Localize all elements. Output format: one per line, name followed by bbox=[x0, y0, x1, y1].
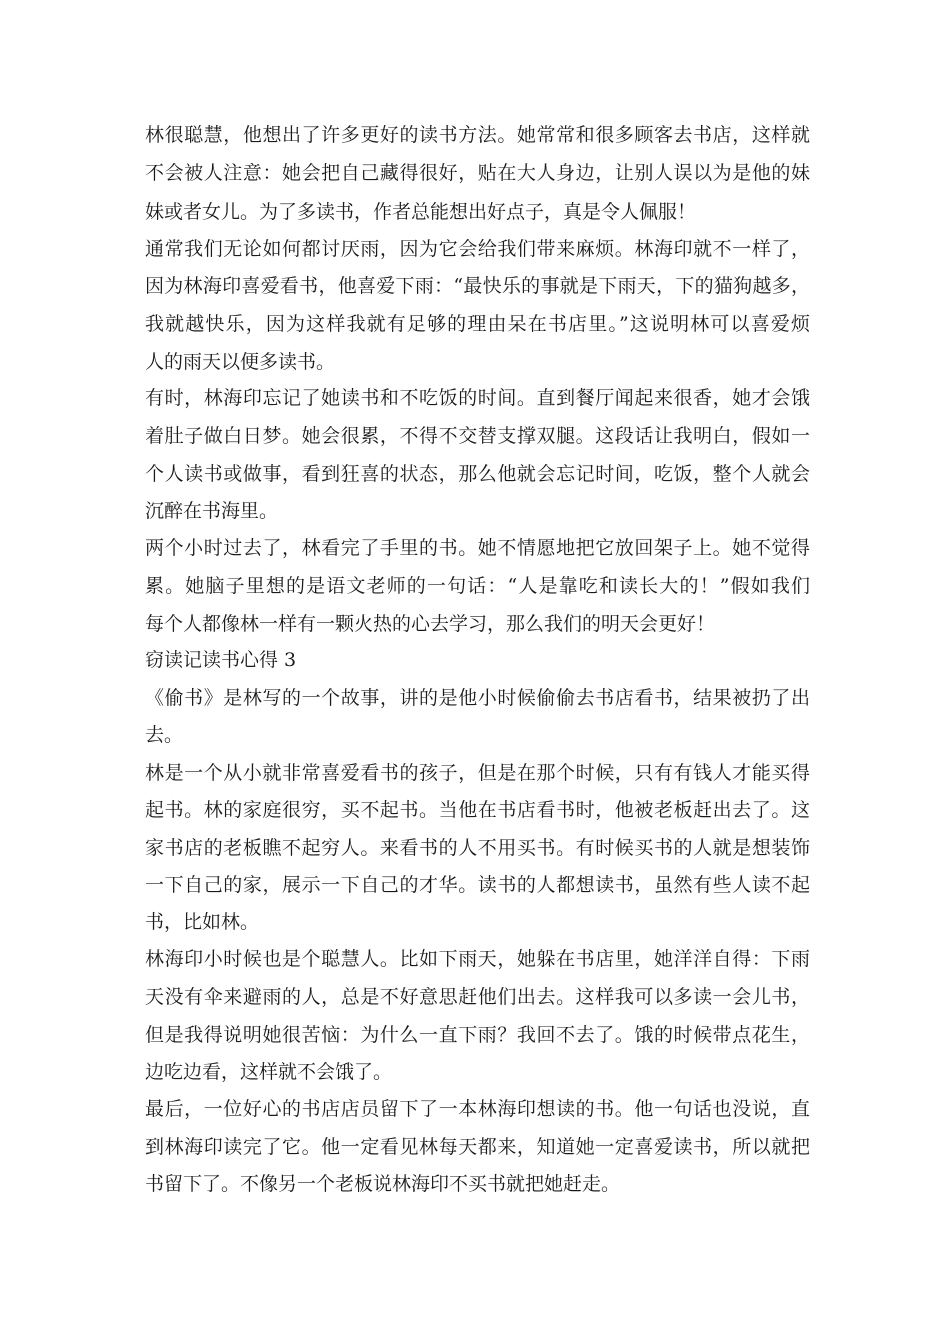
text-line: 一下自己的家，展示一下自己的才华。读书的人都想读书，虽然有些人读不起 bbox=[145, 874, 810, 896]
text-line: 沉醉在书海里。 bbox=[145, 500, 279, 522]
text-line: 我就越快乐，因为这样我就有足够的理由呆在书店里。”这说明林可以喜爱烦 bbox=[145, 313, 810, 335]
text-line: 天没有伞来避雨的人，总是不好意思赶他们出去。这样我可以多读一会儿书， bbox=[145, 986, 810, 1008]
text-line: 林很聪慧，他想出了许多更好的读书方法。她常常和很多顾客去书店，这样就 bbox=[145, 124, 810, 146]
text-line: 家书店的老板瞧不起穷人。来看书的人不用买书。有时候买书的人就是想装饰 bbox=[145, 837, 810, 859]
text-line: 《偷书》是林写的一个故事，讲的是他小时候偷偷去书店看书，结果被扔了出 bbox=[145, 687, 810, 709]
text-line: 最后，一位好心的书店店员留下了一本林海印想读的书。他一句话也没说，直 bbox=[145, 1098, 810, 1120]
text-line: 两个小时过去了，林看完了手里的书。她不情愿地把它放回架子上。她不觉得 bbox=[145, 537, 810, 559]
text-line: 人的雨天以便多读书。 bbox=[145, 351, 336, 373]
text-line: 林海印小时候也是个聪慧人。比如下雨天，她躲在书店里，她洋洋自得：下雨 bbox=[145, 948, 810, 970]
text-line: 去。 bbox=[145, 724, 184, 746]
text-line: 但是我得说明她很苦恼：为什么一直下雨？我回不去了。饿的时候带点花生， bbox=[145, 1024, 810, 1046]
text-line: 边吃边看，这样就不会饿了。 bbox=[145, 1061, 393, 1083]
text-line: 书留下了。不像另一个老板说林海印不买书就把她赶走。 bbox=[145, 1173, 621, 1195]
text-line: 林是一个从小就非常喜爱看书的孩子，但是在那个时候，只有有钱人才能买得 bbox=[145, 762, 810, 784]
text-line: 着肚子做白日梦。她会很累，不得不交替支撑双腿。这段话让我明白，假如一 bbox=[145, 425, 810, 447]
text-line: 不会被人注意：她会把自己藏得很好，贴在大人身边，让别人误以为是他的妹 bbox=[145, 162, 810, 184]
text-line: 起书。林的家庭很穷，买不起书。当他在书店看书时，他被老板赶出去了。这 bbox=[145, 799, 810, 821]
text-line: 妹或者女儿。为了多读书，作者总能想出好点子，真是令人佩服！ bbox=[145, 201, 697, 223]
text-line: 到林海印读完了它。他一定看见林每天都来，知道她一定喜爱读书，所以就把 bbox=[145, 1136, 810, 1158]
text-line: 个人读书或做事，看到狂喜的状态，那么他就会忘记时间，吃饭，整个人就会 bbox=[145, 463, 810, 485]
text-line: 通常我们无论如何都讨厌雨，因为它会给我们带来麻烦。林海印就不一样了， bbox=[145, 238, 810, 260]
text-line: 累。她脑子里想的是语文老师的一句话：“人是靠吃和读长大的！”假如我们 bbox=[145, 575, 810, 597]
text-line: 每个人都像林一样有一颗火热的心去学习，那么我们的明天会更好！ bbox=[145, 613, 716, 635]
text-line: 有时，林海印忘记了她读书和不吃饭的时间。直到餐厅闻起来很香，她才会饿 bbox=[145, 387, 810, 409]
text-line: 书，比如林。 bbox=[145, 911, 260, 933]
text-line: 因为林海印喜爱看书，他喜爱下雨：“最快乐的事就是下雨天，下的猫狗越多， bbox=[145, 275, 810, 297]
section-heading: 窃读记读书心得 3 bbox=[145, 649, 297, 671]
